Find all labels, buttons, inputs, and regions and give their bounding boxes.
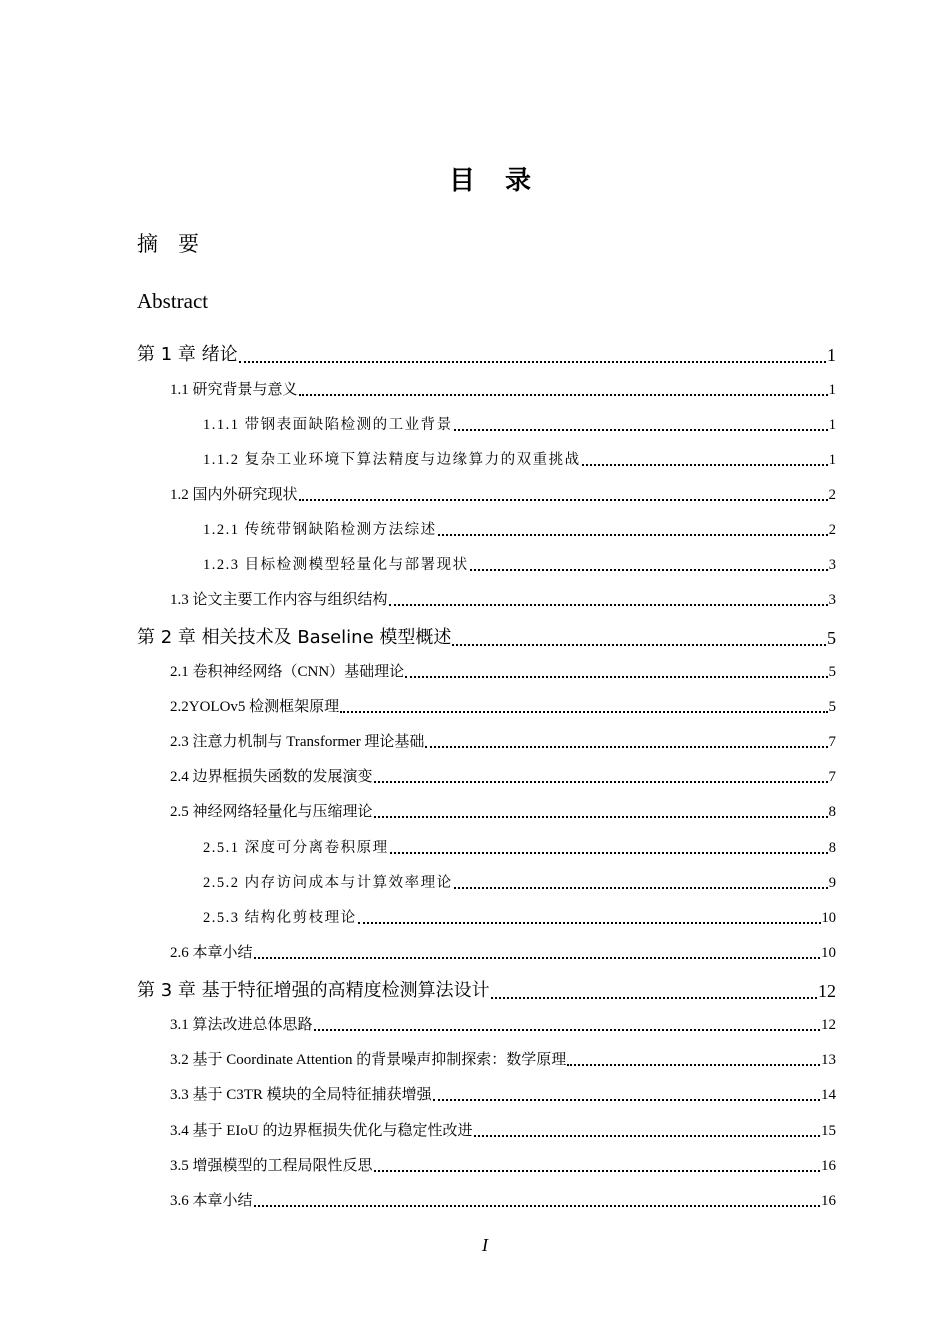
dot-leader xyxy=(358,922,821,924)
toc-entry-level2[interactable] xyxy=(170,378,836,399)
toc-entry-level2[interactable] xyxy=(170,695,836,716)
dot-leader xyxy=(374,816,828,818)
toc-entry-label: 3.5 增强模型的工程局限性反思 xyxy=(170,1158,373,1174)
toc-entry-page: 1 xyxy=(828,382,836,398)
dot-leader xyxy=(314,1029,820,1031)
dot-leader xyxy=(433,1099,820,1101)
abstract-en-heading: Abstract xyxy=(137,289,209,313)
toc-entry-level2[interactable] xyxy=(170,1189,836,1210)
toc-entry-level3[interactable] xyxy=(203,553,836,574)
toc-entry-level2[interactable] xyxy=(170,1013,836,1034)
dot-leader xyxy=(452,644,826,646)
dot-leader xyxy=(491,997,817,999)
toc-entry-level2[interactable] xyxy=(170,941,836,962)
toc-entry-label: 3.6 本章小结 xyxy=(170,1193,253,1209)
toc-entry-label: 第 3 章 基于特征增强的高精度检测算法设计 xyxy=(137,980,490,1001)
dot-leader xyxy=(454,887,828,889)
toc-entry-page: 1 xyxy=(828,452,836,468)
toc-entry-level3[interactable] xyxy=(203,906,836,927)
toc-entry-level3[interactable] xyxy=(203,871,836,892)
toc-entry-page: 9 xyxy=(828,875,836,891)
toc-entry-label: 2.5.1 深度可分离卷积原理 xyxy=(203,840,389,856)
toc-entry-page: 16 xyxy=(821,1193,836,1209)
toc-entry-level2[interactable] xyxy=(170,1048,836,1069)
toc-entry-label: 第 2 章 相关技术及 Baseline 模型概述 xyxy=(137,627,452,648)
dot-leader xyxy=(374,1170,820,1172)
toc-entry-label: 3.3 基于 C3TR 模块的全局特征捕获增强 xyxy=(170,1087,432,1103)
page-number: I xyxy=(482,1235,488,1255)
toc-entry-label: 2.5.2 内存访问成本与计算效率理论 xyxy=(203,875,453,891)
toc-entry-level2[interactable] xyxy=(170,660,836,681)
toc-entry-level3[interactable] xyxy=(203,448,836,469)
toc-entry-label: 2.1 卷积神经网络（CNN）基础理论 xyxy=(170,664,405,680)
toc-entry-label: 3.4 基于 EIoU 的边界框损失优化与稳定性改进 xyxy=(170,1123,473,1139)
toc-entry-level1[interactable] xyxy=(137,340,836,366)
dot-leader xyxy=(374,781,828,783)
toc-entry-page: 7 xyxy=(828,734,836,750)
toc-entry-page: 5 xyxy=(828,664,836,680)
dot-leader xyxy=(389,604,828,606)
toc-title: 目录 xyxy=(448,166,561,196)
toc-entry-label: 1.3 论文主要工作内容与组织结构 xyxy=(170,592,388,608)
toc-entry-page: 12 xyxy=(818,981,836,1001)
toc-entry-page: 16 xyxy=(821,1158,836,1174)
toc-entry-page: 12 xyxy=(821,1017,836,1033)
toc-entry-page: 1 xyxy=(827,345,836,365)
toc-entry-level3[interactable] xyxy=(203,413,836,434)
toc-entry-page: 14 xyxy=(821,1087,836,1103)
dot-leader xyxy=(254,957,820,959)
toc-entry-label: 2.2YOLOv5 检测框架原理 xyxy=(170,699,340,715)
toc-entry-page: 10 xyxy=(821,945,836,961)
dot-leader xyxy=(425,746,827,748)
toc-entry-label: 1.1 研究背景与意义 xyxy=(170,382,298,398)
dot-leader xyxy=(299,499,828,501)
dot-leader xyxy=(299,394,828,396)
dot-leader xyxy=(470,569,828,571)
dot-leader xyxy=(390,852,828,854)
toc-entry-page: 8 xyxy=(828,804,836,820)
toc-entry-page: 7 xyxy=(828,769,836,785)
toc-entry-label: 1.1.1 带钢表面缺陷检测的工业背景 xyxy=(203,417,453,433)
toc-entry-level3[interactable] xyxy=(203,518,836,539)
toc-entry-label: 1.2 国内外研究现状 xyxy=(170,487,298,503)
toc-entry-level1[interactable] xyxy=(137,623,836,649)
toc-entry-level2[interactable] xyxy=(170,765,836,786)
toc-entry-page: 5 xyxy=(828,699,836,715)
toc-entry-level2[interactable] xyxy=(170,588,836,609)
toc-entry-level2[interactable] xyxy=(170,730,836,751)
toc-entry-label: 2.4 边界框损失函数的发展演变 xyxy=(170,769,373,785)
dot-leader xyxy=(454,429,828,431)
toc-entry-label: 3.1 算法改进总体思路 xyxy=(170,1017,313,1033)
dot-leader xyxy=(340,711,827,713)
toc-entry-page: 15 xyxy=(821,1123,836,1139)
toc-entry-label: 3.2 基于 Coordinate Attention 的背景噪声抑制探索：数学原理 xyxy=(170,1052,567,1068)
toc-entry-label: 2.3 注意力机制与 Transformer 理论基础 xyxy=(170,734,425,750)
abstract-zh-heading: 摘要 xyxy=(137,232,219,256)
dot-leader xyxy=(405,676,827,678)
toc-entry-page: 3 xyxy=(828,592,836,608)
dot-leader xyxy=(567,1064,820,1066)
toc-entry-page: 8 xyxy=(828,840,836,856)
toc-entry-label: 2.5.3 结构化剪枝理论 xyxy=(203,910,357,926)
toc-entry-page: 5 xyxy=(827,628,836,648)
toc-entry-page: 13 xyxy=(821,1052,836,1068)
toc-entry-page: 1 xyxy=(828,417,836,433)
toc-entry-label: 1.2.1 传统带钢缺陷检测方法综述 xyxy=(203,522,437,538)
toc-entry-label: 2.5 神经网络轻量化与压缩理论 xyxy=(170,804,373,820)
dot-leader xyxy=(582,464,828,466)
toc-entry-level3[interactable] xyxy=(203,836,836,857)
dot-leader xyxy=(438,534,828,536)
toc-entry-level2[interactable] xyxy=(170,1083,836,1104)
toc-entry-page: 2 xyxy=(828,522,836,538)
toc-entry-level2[interactable] xyxy=(170,1154,836,1175)
toc-entry-label: 1.2.3 目标检测模型轻量化与部署现状 xyxy=(203,557,469,573)
toc-entry-label: 1.1.2 复杂工业环境下算法精度与边缘算力的双重挑战 xyxy=(203,452,581,468)
toc-entry-page: 10 xyxy=(821,910,836,926)
dot-leader xyxy=(474,1135,821,1137)
toc-entry-level2[interactable] xyxy=(170,1119,836,1140)
toc-entry-level2[interactable] xyxy=(170,800,836,821)
dot-leader xyxy=(254,1205,820,1207)
toc-entry-label: 2.6 本章小结 xyxy=(170,945,253,961)
toc-entry-level1[interactable] xyxy=(137,976,836,1002)
dot-leader xyxy=(239,361,826,363)
toc-entry-level2[interactable] xyxy=(170,483,836,504)
toc-entry-page: 3 xyxy=(828,557,836,573)
toc-entry-page: 2 xyxy=(828,487,836,503)
toc-entry-label: 第 1 章 绪论 xyxy=(137,344,238,365)
